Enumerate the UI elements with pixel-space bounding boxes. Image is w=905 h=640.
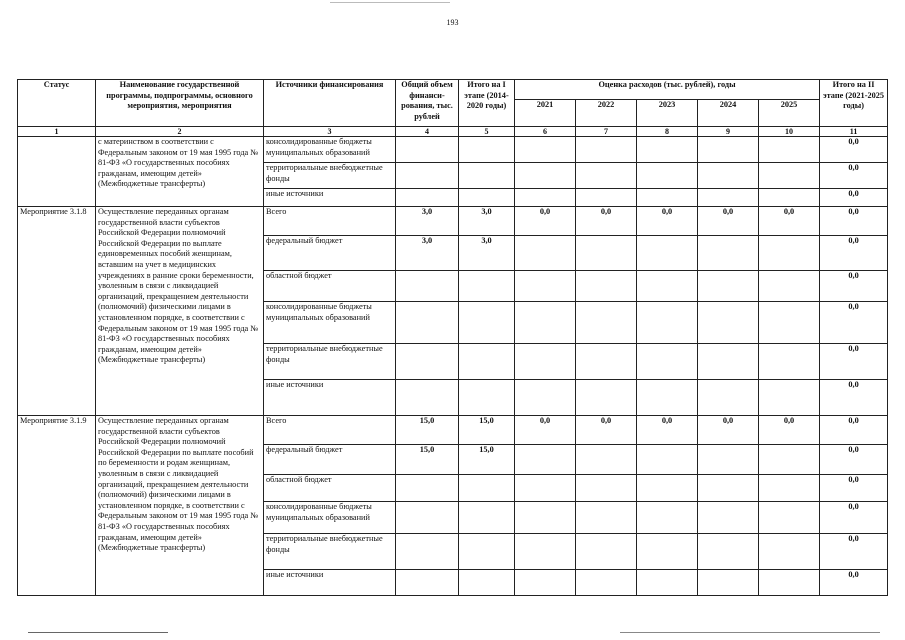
measure-name: Осуществление переданных органам государственной власти субъектов Российской Федерации полномочий Российской Федерации по выплате пособий по беременности и родам женщинам, уволенным в связи с ликвидацией организаций, прекращением деятельности (полномочий) физическими лицами в установленном порядке, в соответствии с Федеральным законом от 19 мая 1995 года № 81-ФЗ «О государственных пособиях гражданам, имеющим детей» (Межбюджетные трансферты) xyxy=(96,416,264,596)
header-name: Наименование государственной программы, подпрограммы, основного мероприятия, мероприятия xyxy=(96,80,264,127)
column-number-row xyxy=(18,127,888,137)
column-number: 8 xyxy=(637,127,698,137)
year-2024-cell: 0,0 xyxy=(698,416,759,445)
source-cell: иные источники xyxy=(264,380,396,416)
stage2-cell: 0,0 xyxy=(820,207,888,236)
stage2-cell: 0,0 xyxy=(820,534,888,570)
header-source: Источники финансирования xyxy=(264,80,396,127)
source-cell: консолидированные бюджеты муниципальных образований xyxy=(264,302,396,344)
header-year-2025: 2025 xyxy=(759,100,820,127)
header-estimate: Оценка расходов (тыс. рублей), годы xyxy=(515,80,820,100)
source-cell: территориальные внебюджетные фонды xyxy=(264,344,396,380)
year-2023-cell: 0,0 xyxy=(637,416,698,445)
source-cell: Всего xyxy=(264,416,396,445)
stage2-cell: 0,0 xyxy=(820,271,888,302)
table-row xyxy=(18,207,888,236)
stage2-cell: 0,0 xyxy=(820,445,888,475)
stage2-cell: 0,0 xyxy=(820,302,888,344)
header-stage1: Итого на I этапе (2014-2020 годы) xyxy=(459,80,515,127)
scan-artifact-bottom-left xyxy=(28,632,168,633)
column-number: 10 xyxy=(759,127,820,137)
table-row xyxy=(18,416,888,445)
column-number: 9 xyxy=(698,127,759,137)
column-number: 3 xyxy=(264,127,396,137)
year-2024-cell: 0,0 xyxy=(698,207,759,236)
stage1-cell: 15,0 xyxy=(459,416,515,445)
table-row xyxy=(18,137,888,163)
column-number: 4 xyxy=(396,127,459,137)
stage2-cell: 0,0 xyxy=(820,189,888,207)
column-number: 11 xyxy=(820,127,888,137)
stage2-cell: 0,0 xyxy=(820,236,888,271)
source-cell: иные источники xyxy=(264,189,396,207)
header-total: Общий объем финанси-рования, тыс. рублей xyxy=(396,80,459,127)
year-2023-cell: 0,0 xyxy=(637,207,698,236)
header-year-2022: 2022 xyxy=(576,100,637,127)
stage2-cell: 0,0 xyxy=(820,163,888,189)
column-number: 6 xyxy=(515,127,576,137)
source-cell: областной бюджет xyxy=(264,475,396,502)
stage2-cell: 0,0 xyxy=(820,475,888,502)
source-cell: областной бюджет xyxy=(264,271,396,302)
page-number: 193 xyxy=(446,18,459,27)
year-2022-cell: 0,0 xyxy=(576,416,637,445)
source-cell: территориальные внебюджетные фонды xyxy=(264,163,396,189)
column-number: 1 xyxy=(18,127,96,137)
header-year-2024: 2024 xyxy=(698,100,759,127)
source-cell: территориальные внебюджетные фонды xyxy=(264,534,396,570)
status-cell: Мероприятие 3.1.8 xyxy=(18,207,96,416)
total-cell: 3,0 xyxy=(396,236,459,271)
stage1-cell: 3,0 xyxy=(459,236,515,271)
year-2021-cell: 0,0 xyxy=(515,207,576,236)
total-cell: 15,0 xyxy=(396,416,459,445)
source-cell: федеральный бюджет xyxy=(264,236,396,271)
measure-name: Осуществление переданных органам государственной власти субъектов Российской Федерации полномочий Российской Федерации по выплате единовременных пособий женщинам, вставшим на учет в медицинских учреждениях в ранние сроки беременности, уволенным в связи с ликвидацией организаций, прекращением деятельности (полномочий) физическими лицами в установленном порядке, в соответствии с Федеральным законом от 19 мая 1995 года № 81-ФЗ «О государственных пособиях гражданам, имеющим детей» (Межбюджетные трансферты) xyxy=(96,207,264,416)
source-cell: федеральный бюджет xyxy=(264,445,396,475)
column-number: 5 xyxy=(459,127,515,137)
stage1-cell: 3,0 xyxy=(459,207,515,236)
year-2025-cell: 0,0 xyxy=(759,207,820,236)
header-status: Статус xyxy=(18,80,96,127)
status-cell-empty xyxy=(18,137,96,207)
source-cell: Всего xyxy=(264,207,396,236)
stage2-cell: 0,0 xyxy=(820,380,888,416)
column-number: 2 xyxy=(96,127,264,137)
source-cell: консолидированные бюджеты муниципальных образований xyxy=(264,137,396,163)
total-cell: 15,0 xyxy=(396,445,459,475)
header-row-1 xyxy=(18,80,888,100)
stage2-cell: 0,0 xyxy=(820,344,888,380)
year-2021-cell: 0,0 xyxy=(515,416,576,445)
header-stage2: Итого на II этапе (2021-2025 годы) xyxy=(820,80,888,127)
header-year-2021: 2021 xyxy=(515,100,576,127)
stage2-cell: 0,0 xyxy=(820,416,888,445)
budget-table xyxy=(17,79,888,596)
scan-artifact-top xyxy=(330,2,450,3)
source-cell: консолидированные бюджеты муниципальных образований xyxy=(264,502,396,534)
stage2-cell: 0,0 xyxy=(820,570,888,596)
status-cell: Мероприятие 3.1.9 xyxy=(18,416,96,596)
year-2025-cell: 0,0 xyxy=(759,416,820,445)
scan-artifact-bottom-right xyxy=(620,632,880,633)
continuation-name: с материнством в соответствии с Федеральным законом от 19 мая 1995 года № 81-ФЗ «О государственных пособиях гражданам, имеющим детей» (Межбюджетные трансферты) xyxy=(96,137,264,207)
stage2-cell: 0,0 xyxy=(820,137,888,163)
column-number: 7 xyxy=(576,127,637,137)
total-cell: 3,0 xyxy=(396,207,459,236)
stage2-cell: 0,0 xyxy=(820,502,888,534)
source-cell: иные источники xyxy=(264,570,396,596)
header-year-2023: 2023 xyxy=(637,100,698,127)
stage1-cell: 15,0 xyxy=(459,445,515,475)
year-2022-cell: 0,0 xyxy=(576,207,637,236)
